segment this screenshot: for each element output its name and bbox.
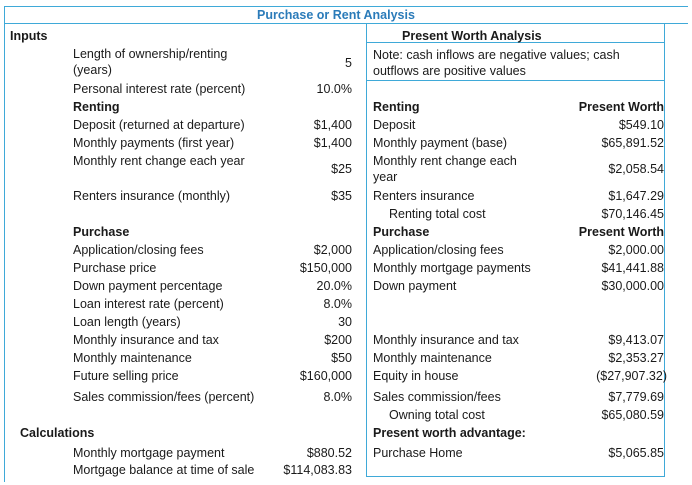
pw-rent-change-label: Monthly rent change each bbox=[373, 154, 517, 168]
advantage-heading: Present worth advantage: bbox=[373, 426, 526, 440]
page-title: Purchase or Rent Analysis bbox=[257, 8, 415, 22]
pw-insurance-tax-label: Monthly insurance and tax bbox=[373, 333, 519, 347]
pw-monthly-payment-value: $65,891.52 bbox=[601, 136, 664, 150]
advantage-value: $5,065.85 bbox=[608, 446, 664, 460]
right-purchase-heading: Purchase bbox=[373, 225, 430, 239]
deposit-label: Deposit (returned at departure) bbox=[73, 118, 245, 132]
pw-maintenance-label: Monthly maintenance bbox=[373, 351, 492, 365]
pw-deposit-value: $549.10 bbox=[618, 118, 664, 132]
loan-rate-value[interactable]: 8.0% bbox=[323, 297, 352, 311]
rent-change-label: Monthly rent change each year bbox=[73, 154, 245, 168]
pw-rent-change-value: $2,058.54 bbox=[608, 162, 664, 176]
down-payment-pct-value[interactable]: 20.0% bbox=[316, 279, 352, 293]
pw-insurance-tax-value: $9,413.07 bbox=[608, 333, 664, 347]
pw-app-fees-value: $2,000.00 bbox=[608, 243, 664, 257]
interest-label: Personal interest rate (percent) bbox=[73, 82, 246, 96]
mortgage-balance-label: Mortgage balance at time of sale bbox=[73, 463, 255, 477]
pw-renters-insurance-value: $1,647.29 bbox=[608, 189, 664, 203]
calculations-label: Calculations bbox=[20, 426, 95, 440]
right-border bbox=[664, 23, 665, 477]
title-bottom-border bbox=[4, 23, 688, 24]
pw-equity-label: Equity in house bbox=[373, 369, 459, 383]
insurance-tax-value[interactable]: $200 bbox=[324, 333, 352, 347]
maintenance-value[interactable]: $50 bbox=[331, 351, 352, 365]
pw-down-payment-value: $30,000.00 bbox=[601, 279, 664, 293]
ownership-label-cont: (years) bbox=[73, 63, 112, 77]
owning-total-value: $65,080.59 bbox=[601, 408, 664, 422]
loan-length-value[interactable]: 30 bbox=[338, 315, 352, 329]
pw-sales-commission-value: $7,779.69 bbox=[608, 390, 664, 404]
purchase-price-value[interactable]: $150,000 bbox=[299, 261, 352, 275]
monthly-payments-value[interactable]: $1,400 bbox=[313, 136, 352, 150]
present-worth-col-heading-2: Present Worth bbox=[578, 225, 664, 239]
ownership-label: Length of ownership/renting bbox=[73, 47, 228, 61]
bottom-border bbox=[366, 476, 664, 477]
pw-monthly-payment-label: Monthly payment (base) bbox=[373, 136, 508, 150]
interest-value[interactable]: 10.0% bbox=[316, 82, 352, 96]
present-worth-heading: Present Worth Analysis bbox=[402, 29, 542, 43]
renting-total-value: $70,146.45 bbox=[601, 207, 664, 221]
right-note-border bbox=[366, 80, 664, 81]
pw-equity-value: ($27,907.32) bbox=[596, 369, 667, 383]
app-fees-value[interactable]: $2,000 bbox=[313, 243, 352, 257]
future-price-label: Future selling price bbox=[73, 369, 179, 383]
owning-total-label: Owning total cost bbox=[389, 408, 485, 422]
maintenance-label: Monthly maintenance bbox=[73, 351, 192, 365]
pw-sales-commission-label: Sales commission/fees bbox=[373, 390, 501, 404]
pw-down-payment-label: Down payment bbox=[373, 279, 457, 293]
renters-insurance-value[interactable]: $35 bbox=[331, 189, 352, 203]
left-renting-heading: Renting bbox=[73, 100, 120, 114]
pw-mortgage-payments-value: $41,441.88 bbox=[601, 261, 664, 275]
purchase-price-label: Purchase price bbox=[73, 261, 157, 275]
left-border bbox=[4, 6, 5, 482]
pw-renters-insurance-label: Renters insurance bbox=[373, 189, 475, 203]
inputs-label: Inputs bbox=[10, 29, 48, 43]
down-payment-pct-label: Down payment percentage bbox=[73, 279, 223, 293]
renting-total-label: Renting total cost bbox=[389, 207, 486, 221]
title-top-border bbox=[4, 6, 688, 7]
mortgage-payment-value: $880.52 bbox=[306, 446, 352, 460]
advantage-label: Purchase Home bbox=[373, 446, 463, 460]
future-price-value[interactable]: $160,000 bbox=[299, 369, 352, 383]
divider-vertical bbox=[366, 23, 367, 477]
mortgage-balance-value: $114,083.83 bbox=[283, 463, 352, 477]
loan-length-label: Loan length (years) bbox=[73, 315, 181, 329]
note-line-2: outflows are positive values bbox=[373, 64, 526, 78]
pw-maintenance-value: $2,353.27 bbox=[608, 351, 664, 365]
pw-mortgage-payments-label: Monthly mortgage payments bbox=[373, 261, 531, 275]
rent-change-value[interactable]: $25 bbox=[331, 162, 352, 176]
ownership-value[interactable]: 5 bbox=[345, 56, 352, 70]
pw-rent-change-label-cont: year bbox=[373, 170, 398, 184]
deposit-value[interactable]: $1,400 bbox=[313, 118, 352, 132]
monthly-payments-label: Monthly payments (first year) bbox=[73, 136, 235, 150]
right-renting-heading: Renting bbox=[373, 100, 420, 114]
note-line-1: Note: cash inflows are negative values; cash bbox=[373, 48, 620, 62]
pw-deposit-label: Deposit bbox=[373, 118, 416, 132]
renters-insurance-label: Renters insurance (monthly) bbox=[73, 189, 231, 203]
loan-rate-label: Loan interest rate (percent) bbox=[73, 297, 224, 311]
sales-commission-label: Sales commission/fees (percent) bbox=[73, 390, 255, 404]
pw-app-fees-label: Application/closing fees bbox=[373, 243, 504, 257]
app-fees-label: Application/closing fees bbox=[73, 243, 204, 257]
present-worth-col-heading: Present Worth bbox=[578, 100, 664, 114]
left-purchase-heading: Purchase bbox=[73, 225, 130, 239]
insurance-tax-label: Monthly insurance and tax bbox=[73, 333, 219, 347]
mortgage-payment-label: Monthly mortgage payment bbox=[73, 446, 225, 460]
sales-commission-value[interactable]: 8.0% bbox=[323, 390, 352, 404]
